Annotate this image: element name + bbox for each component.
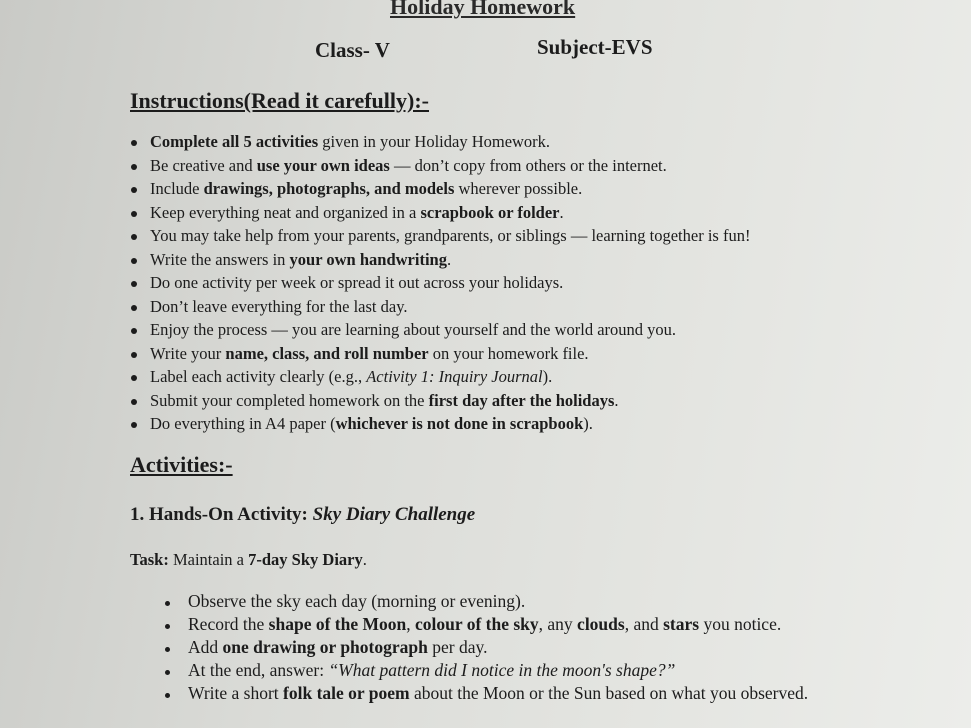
instruction-item: Include drawings, photographs, and models wherever possible. [128,177,750,201]
instruction-item: Do one activity per week or spread it out across your holidays. [128,271,750,295]
instruction-item: You may take help from your parents, grandparents, or siblings — learning together is fun! [128,224,750,248]
instruction-item: Don’t leave everything for the last day. [128,295,750,319]
task-item: Add one drawing or photograph per day. [165,636,808,659]
activity-1-task: Task: Maintain a 7-day Sky Diary. [130,550,367,569]
subject-label: Subject-EVS [537,35,653,59]
activity-1-title: 1. Hands-On Activity: Sky Diary Challenge [130,504,476,525]
instruction-item: Complete all 5 activities given in your Holiday Homework. [128,130,750,154]
task-item: Observe the sky each day (morning or evening). [165,590,808,613]
instructions-list [128,130,750,436]
instruction-item: Be creative and use your own ideas — don’t copy from others or the internet. [128,154,750,178]
class-label: Class- V [315,38,390,62]
instruction-item: Write your name, class, and roll number on your homework file. [128,342,750,366]
task-item: At the end, answer: “What pattern did I notice in the moon's shape?” [165,659,808,682]
instruction-item: Label each activity clearly (e.g., Activity 1: Inquiry Journal). [128,365,750,389]
instruction-item: Enjoy the process — you are learning about yourself and the world around you. [128,318,750,342]
activities-heading: Activities:- [130,452,233,477]
instruction-item: Keep everything neat and organized in a scrapbook or folder. [128,201,750,225]
task-item: Record the shape of the Moon, colour of the sky, any clouds, and stars you notice. [165,613,808,636]
task-item: Write a short folk tale or poem about the Moon or the Sun based on what you observed. [165,682,808,705]
instruction-item: Write the answers in your own handwriting. [128,248,750,272]
activity-1-name: Sky Diary Challenge [312,504,476,525]
instruction-item: Do everything in A4 paper (whichever is not done in scrapbook). [128,412,750,436]
activity-1-steps [165,590,808,705]
moon-pattern-question: “What pattern did I notice in the moon's shape?” [328,660,676,680]
instruction-item: Submit your completed homework on the first day after the holidays. [128,389,750,413]
document-title: Holiday Homework [390,0,576,19]
instructions-heading: Instructions(Read it carefully):- [130,88,429,113]
